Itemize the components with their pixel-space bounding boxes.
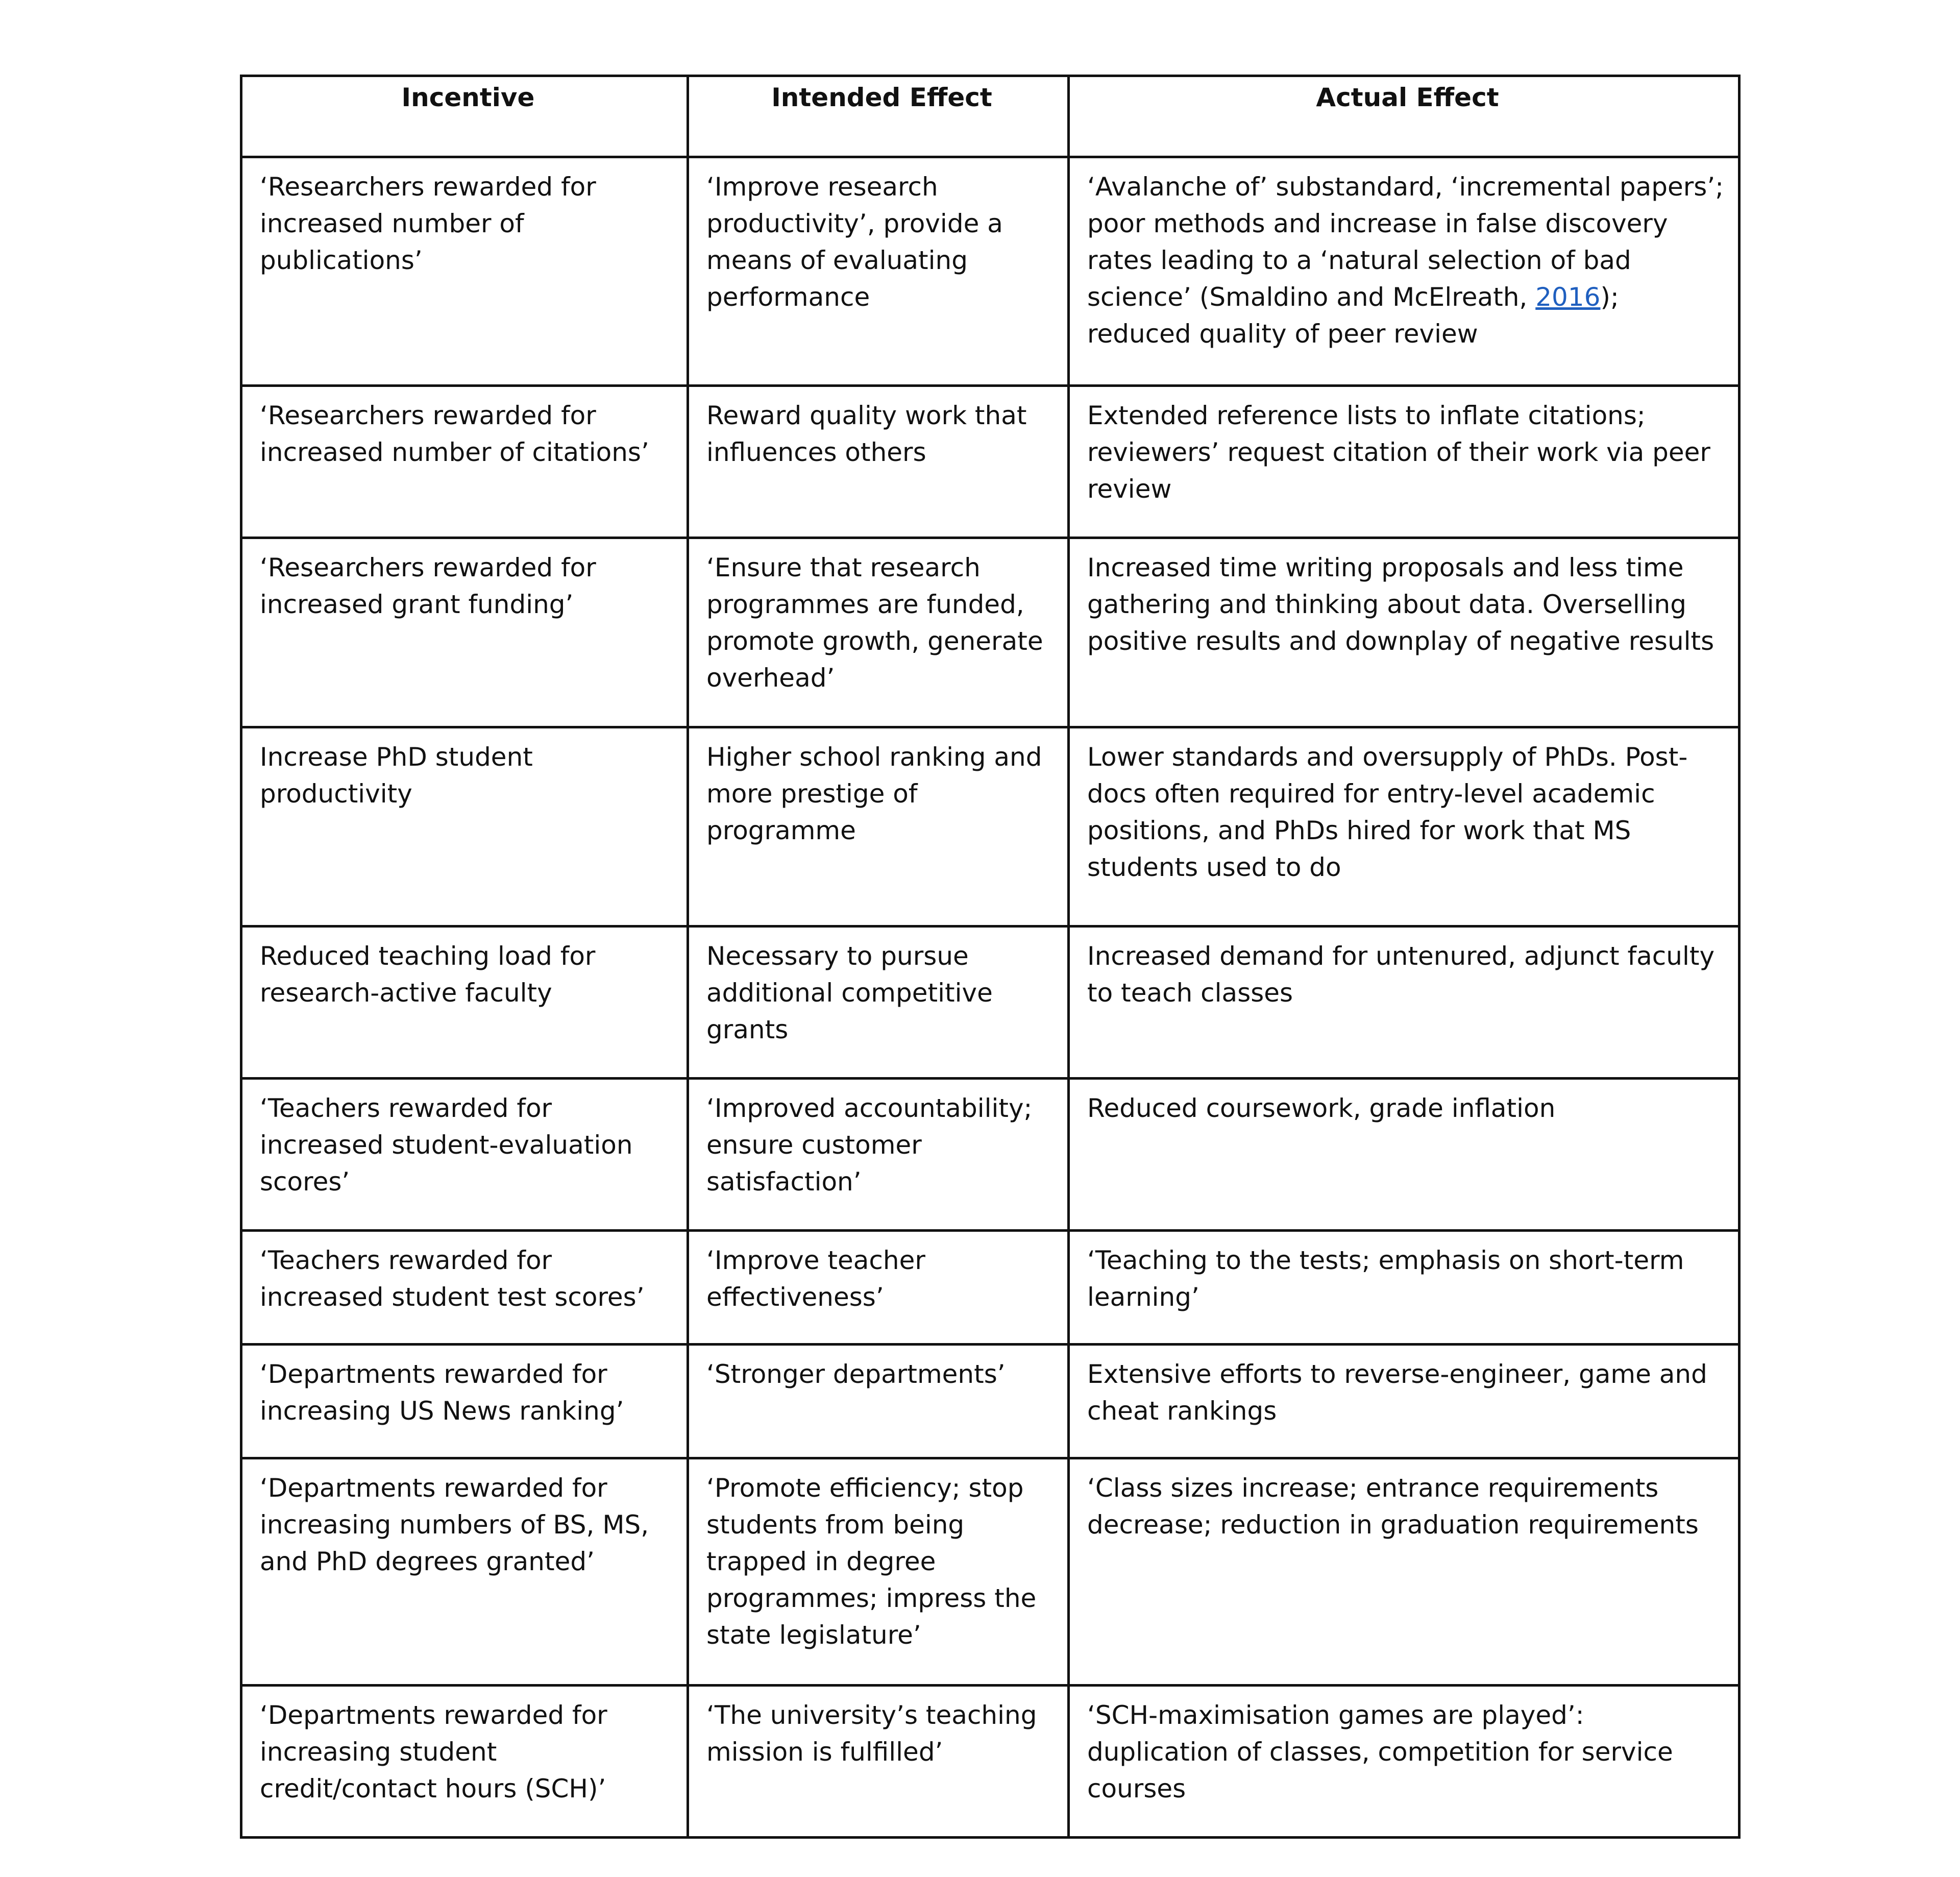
actual-text-before: ‘Avalanche of’ substandard, ‘incremental papers’; poor methods and increase in false discovery rates leading to a ‘natural selection of bad science’ (Smaldino and McElreath, (1087, 172, 1724, 312)
cell-actual-effect: Lower standards and oversupply of PhDs. Post-docs often required for entry-level academic positions, and PhDs hired for work that MS students used to do (1069, 727, 1739, 927)
header-row (241, 76, 1739, 157)
cell-incentive: ‘Departments rewarded for increasing student credit/contact hours (SCH)’ (241, 1686, 688, 1838)
table-row (241, 1345, 1739, 1458)
cell-actual-effect: ‘Class sizes increase; entrance requirements decrease; reduction in graduation requirements (1069, 1458, 1739, 1686)
cell-incentive: ‘Researchers rewarded for increased grant funding’ (241, 538, 688, 727)
cell-actual-effect: Extended reference lists to inflate citations; reviewers’ request citation of their work via peer review (1069, 386, 1739, 538)
cell-intended-effect: ‘Improve teacher effectiveness’ (688, 1231, 1069, 1345)
table-row (241, 927, 1739, 1079)
cell-incentive: ‘Departments rewarded for increasing numbers of BS, MS, and PhD degrees granted’ (241, 1458, 688, 1686)
cell-actual-effect (1069, 157, 1739, 386)
cell-actual-effect: Increased time writing proposals and less time gathering and thinking about data. Overselling positive results and downplay of negative results (1069, 538, 1739, 727)
cell-intended-effect: Reward quality work that influences others (688, 386, 1069, 538)
cell-incentive: Increase PhD student productivity (241, 727, 688, 927)
table-row (241, 1231, 1739, 1345)
cell-incentive: ‘Departments rewarded for increasing US News ranking’ (241, 1345, 688, 1458)
cell-actual-effect: ‘Teaching to the tests; emphasis on short-term learning’ (1069, 1231, 1739, 1345)
cell-intended-effect: ‘The university’s teaching mission is fulfilled’ (688, 1686, 1069, 1838)
cell-actual-effect: Extensive efforts to reverse-engineer, game and cheat rankings (1069, 1345, 1739, 1458)
incentives-table-container (240, 75, 1738, 1839)
incentives-table (240, 75, 1741, 1839)
cell-actual-effect: Increased demand for untenured, adjunct faculty to teach classes (1069, 927, 1739, 1079)
cell-actual-effect: ‘SCH-maximisation games are played’: duplication of classes, competition for service courses (1069, 1686, 1739, 1838)
citation-link[interactable]: 2016 (1535, 282, 1601, 312)
table-row (241, 157, 1739, 386)
table-row (241, 386, 1739, 538)
table-row (241, 727, 1739, 927)
cell-incentive: ‘Researchers rewarded for increased number of publications’ (241, 157, 688, 386)
table-header (241, 76, 1739, 157)
cell-incentive: ‘Teachers rewarded for increased student-evaluation scores’ (241, 1079, 688, 1231)
cell-actual-effect: Reduced coursework, grade inflation (1069, 1079, 1739, 1231)
cell-intended-effect: ‘Improve research productivity’, provide a means of evaluating performance (688, 157, 1069, 386)
cell-intended-effect: Higher school ranking and more prestige of programme (688, 727, 1069, 927)
table-row (241, 1079, 1739, 1231)
table-row (241, 538, 1739, 727)
header-incentive: Incentive (241, 76, 688, 157)
cell-incentive: ‘Researchers rewarded for increased number of citations’ (241, 386, 688, 538)
cell-intended-effect: ‘Ensure that research programmes are funded, promote growth, generate overhead’ (688, 538, 1069, 727)
cell-incentive: Reduced teaching load for research-active faculty (241, 927, 688, 1079)
cell-intended-effect: ‘Stronger departments’ (688, 1345, 1069, 1458)
table-body (241, 157, 1739, 1838)
cell-incentive: ‘Teachers rewarded for increased student test scores’ (241, 1231, 688, 1345)
table-row (241, 1686, 1739, 1838)
actual-text-after: ); reduced quality of peer review (1087, 282, 1619, 349)
header-intended-effect: Intended Effect (688, 76, 1069, 157)
cell-intended-effect: Necessary to pursue additional competitive grants (688, 927, 1069, 1079)
table-row (241, 1458, 1739, 1686)
header-actual-effect: Actual Effect (1069, 76, 1739, 157)
cell-intended-effect: ‘Promote efficiency; stop students from being trapped in degree programmes; impress the state legislature’ (688, 1458, 1069, 1686)
cell-intended-effect: ‘Improved accountability; ensure customer satisfaction’ (688, 1079, 1069, 1231)
